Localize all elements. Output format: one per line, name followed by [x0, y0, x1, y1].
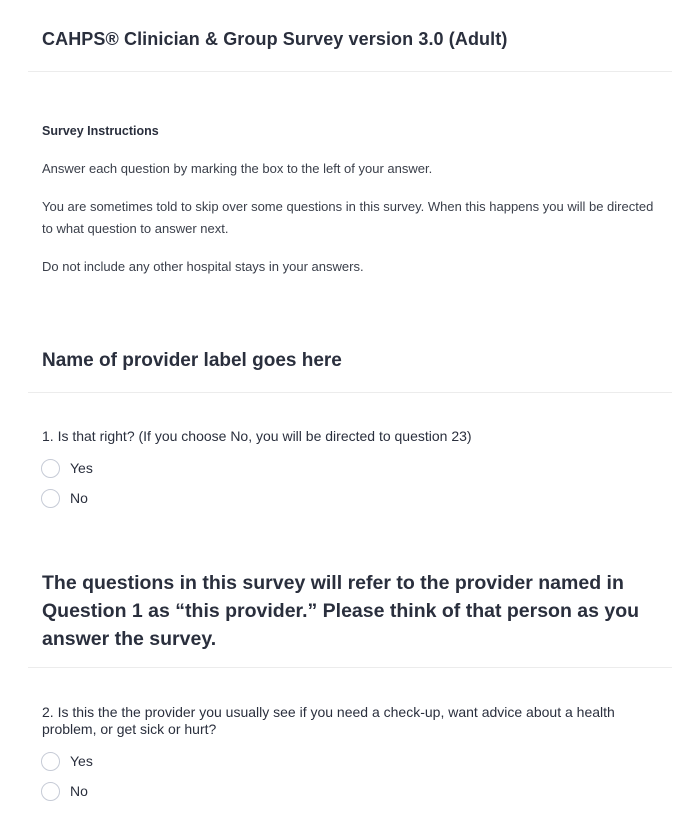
radio-button[interactable]	[41, 782, 60, 801]
instruction-paragraph: Do not include any other hospital stays in your answers.	[42, 259, 364, 274]
question-2-option-no[interactable]	[41, 781, 88, 801]
option-label: Yes	[70, 460, 93, 476]
section-divider	[28, 667, 672, 668]
radio-button[interactable]	[41, 489, 60, 508]
survey-title: CAHPS® Clinician & Group Survey version 3.0 (Adult)	[42, 29, 508, 49]
provider-reference-heading: The questions in this survey will refer to the provider named in Question 1 as “this provider.” Please think of that person as you answer the survey.	[42, 572, 640, 650]
radio-button[interactable]	[41, 752, 60, 771]
instruction-paragraph: Answer each question by marking the box to the left of your answer.	[42, 161, 433, 176]
question-1-text: 1. Is that right? (If you choose No, you will be directed to question 23)	[42, 428, 472, 444]
instruction-paragraph: You are sometimes told to skip over some questions in this survey. When this happens you will be directed to what question to answer next.	[42, 199, 654, 236]
instructions-heading: Survey Instructions	[42, 124, 159, 138]
section-divider	[28, 392, 672, 393]
question-1-option-no[interactable]	[41, 488, 88, 508]
option-label: No	[70, 783, 88, 799]
question-1-option-yes[interactable]	[41, 458, 93, 478]
provider-label-heading: Name of provider label goes here	[42, 350, 342, 371]
option-label: No	[70, 490, 88, 506]
question-2-text: 2. Is this the the provider you usually see if you need a check-up, want advice about a health problem, or get sick or hurt?	[42, 704, 615, 737]
question-2-option-yes[interactable]	[41, 751, 93, 771]
radio-button[interactable]	[41, 459, 60, 478]
option-label: Yes	[70, 753, 93, 769]
title-divider	[28, 71, 672, 72]
